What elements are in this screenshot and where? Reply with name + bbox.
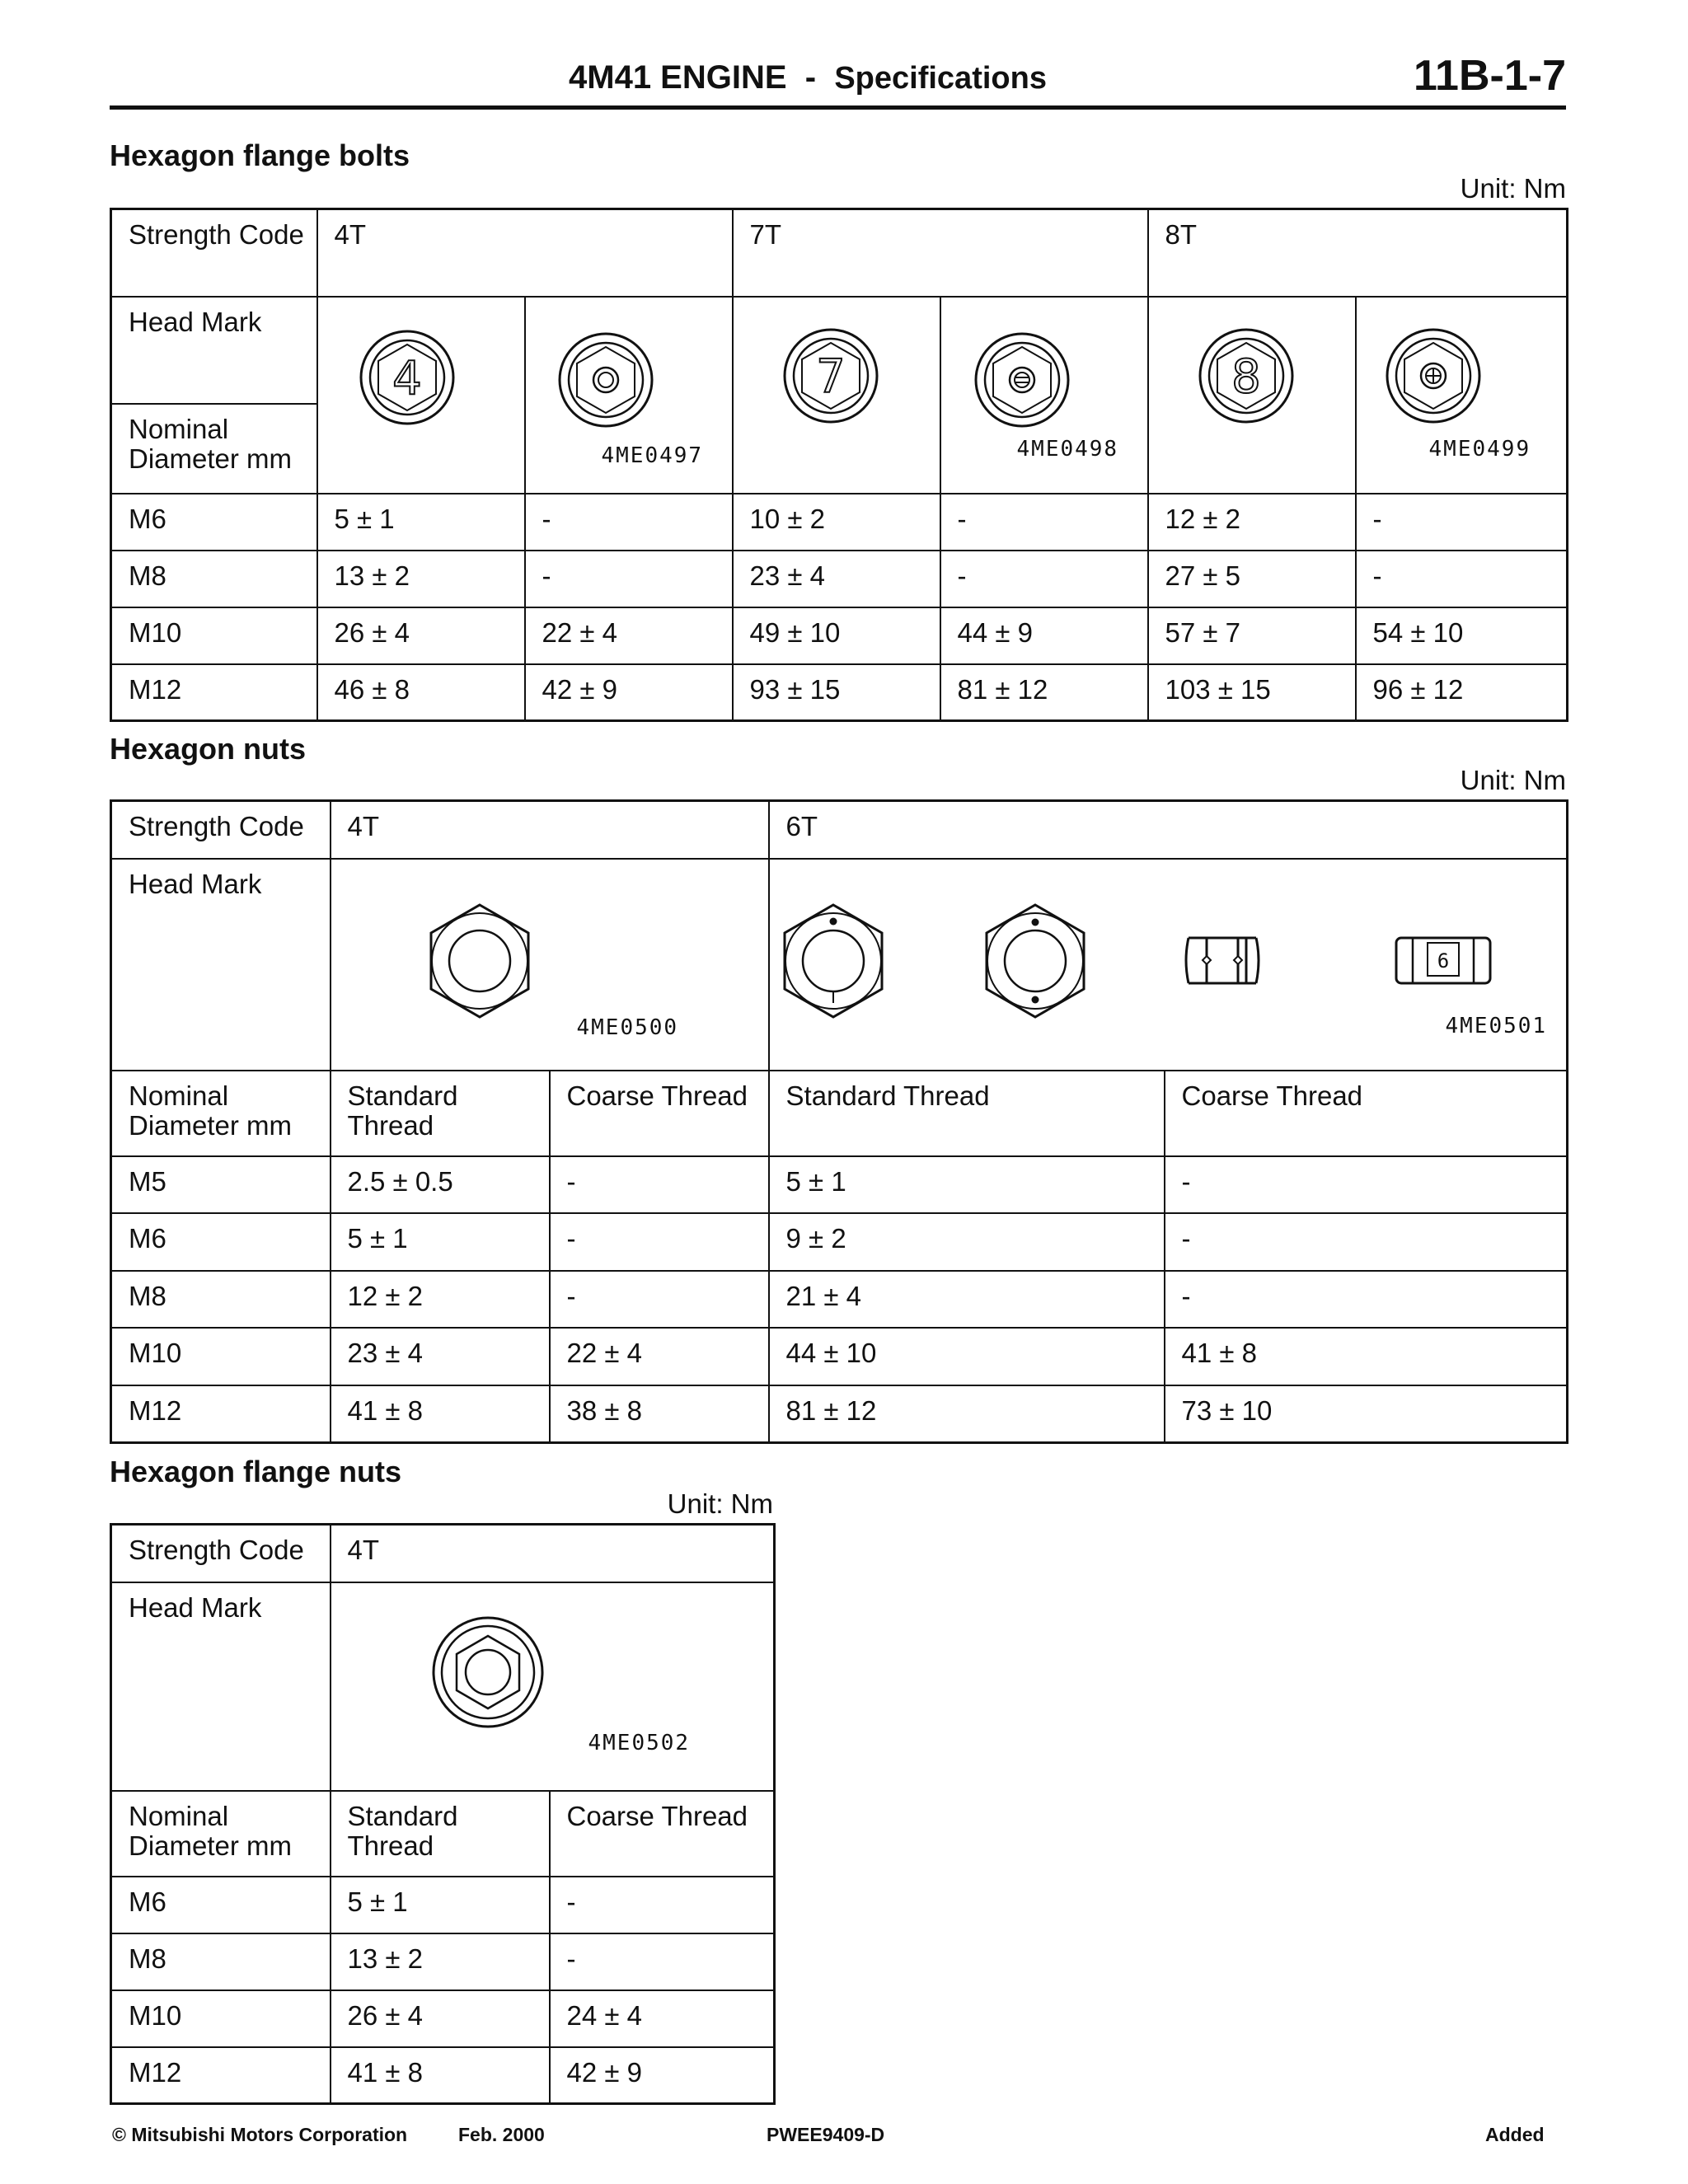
torque-value: -	[550, 1156, 769, 1214]
bolt-8-mark-icon	[1149, 298, 1355, 487]
flange-nuts-title: Hexagon flange nuts	[110, 1455, 402, 1488]
nominal-diameter-label: Nominal Diameter mm	[111, 404, 317, 493]
nut-mark-numeral: 6	[1437, 949, 1449, 972]
torque-value: 9 ± 2	[769, 1213, 1165, 1271]
torque-value: -	[1356, 494, 1568, 551]
torque-value: -	[940, 551, 1148, 607]
torque-value: 41 ± 8	[331, 1385, 550, 1443]
torque-value: -	[525, 494, 733, 551]
nominal-diameter-label: Nominal Diameter mm	[111, 1071, 331, 1156]
head-mark-label: Head Mark	[111, 1582, 331, 1791]
table-row	[111, 1990, 775, 2047]
code-4t: 4T	[331, 1525, 775, 1582]
row-size: M6	[111, 1877, 331, 1933]
table-row	[111, 1328, 1568, 1385]
nominal-diameter-label: Nominal Diameter mm	[111, 1791, 331, 1877]
table-row	[111, 607, 1568, 664]
strength-code-label: Strength Code	[111, 801, 331, 859]
head-mark-4t-alt	[525, 297, 733, 494]
nut-side-dots-icon	[1186, 938, 1259, 983]
head-mark-6t	[769, 859, 1568, 1071]
table-row	[111, 1156, 1568, 1214]
head-mark-4t	[331, 859, 769, 1071]
row-size: M12	[111, 664, 317, 721]
row-size: M8	[111, 1271, 331, 1329]
torque-value: 22 ± 4	[550, 1328, 769, 1385]
header-rule	[110, 105, 1566, 110]
title-dash: -	[804, 59, 817, 96]
row-size: M10	[111, 607, 317, 664]
torque-value: 38 ± 8	[550, 1385, 769, 1443]
col-header: Standard Thread	[331, 1791, 550, 1877]
row-size: M6	[111, 1213, 331, 1271]
torque-value: 5 ± 1	[769, 1156, 1165, 1214]
torque-value: -	[550, 1933, 775, 1990]
torque-value: 49 ± 10	[733, 607, 940, 664]
code-4t: 4T	[331, 801, 769, 859]
torque-value: 26 ± 4	[331, 1990, 550, 2047]
page-number: 11B-1-7	[1414, 52, 1566, 100]
footer-copyright: © Mitsubishi Motors Corporation	[112, 2124, 408, 2145]
bolt-7-mark-icon	[734, 298, 940, 487]
bolt-mark-numeral-7: 7	[815, 349, 846, 404]
table-row	[111, 494, 1568, 551]
table-row	[111, 1877, 775, 1933]
torque-value: 42 ± 9	[525, 664, 733, 721]
table-row	[111, 1385, 1568, 1443]
col-header: Coarse Thread	[1165, 1071, 1568, 1156]
torque-value: 13 ± 2	[331, 1933, 550, 1990]
table-row	[111, 1933, 775, 1990]
col-header: Coarse Thread	[550, 1791, 775, 1877]
bolt-mark-numeral-4: 4	[392, 351, 422, 405]
hex-nuts-table	[110, 799, 1568, 1444]
torque-value: 46 ± 8	[317, 664, 525, 721]
image-code: 4ME0498	[1016, 436, 1119, 462]
torque-value: -	[550, 1271, 769, 1329]
torque-value: 103 ± 15	[1148, 664, 1356, 721]
table-row	[111, 2047, 775, 2104]
flange-nut-icon	[331, 1583, 775, 1784]
torque-value: 23 ± 4	[331, 1328, 550, 1385]
flange-bolts-unit: Unit: Nm	[1460, 173, 1566, 204]
torque-value: 26 ± 4	[317, 607, 525, 664]
torque-value: 23 ± 4	[733, 551, 940, 607]
col-header: Standard Thread	[769, 1071, 1165, 1156]
torque-value: 42 ± 9	[550, 2047, 775, 2104]
strength-code-label: Strength Code	[111, 1525, 331, 1582]
footer-date: Feb. 2000	[458, 2124, 545, 2145]
page-title	[569, 59, 1047, 96]
flange-nuts-table	[110, 1523, 776, 2105]
torque-value: 2.5 ± 0.5	[331, 1156, 550, 1214]
torque-value: -	[940, 494, 1148, 551]
col-header: Coarse Thread	[550, 1071, 769, 1156]
footer-doc-code: PWEE9409-D	[767, 2124, 885, 2145]
bolt-mark-numeral-8: 8	[1231, 349, 1261, 404]
torque-value: -	[525, 551, 733, 607]
torque-value: -	[1165, 1271, 1568, 1329]
torque-value: 93 ± 15	[733, 664, 940, 721]
row-size: M8	[111, 1933, 331, 1990]
strength-code-label: Strength Code	[111, 209, 317, 297]
torque-value: 5 ± 1	[317, 494, 525, 551]
torque-value: 44 ± 9	[940, 607, 1148, 664]
torque-value: -	[1165, 1156, 1568, 1214]
table-row	[111, 664, 1568, 721]
nut-side-6-icon	[1396, 938, 1490, 983]
row-size: M10	[111, 1328, 331, 1385]
row-size: M12	[111, 2047, 331, 2104]
table-row	[111, 1213, 1568, 1271]
head-mark-label: Head Mark	[111, 859, 331, 1071]
hex-nuts-title: Hexagon nuts	[110, 732, 307, 766]
torque-value: 21 ± 4	[769, 1271, 1165, 1329]
torque-value: -	[1356, 551, 1568, 607]
bolt-4-mark-icon	[318, 298, 524, 487]
torque-value: 81 ± 12	[940, 664, 1148, 721]
torque-value: 44 ± 10	[769, 1328, 1165, 1385]
torque-value: -	[550, 1213, 769, 1271]
image-code: 4ME0500	[576, 1015, 679, 1040]
nut-two-dots-icon	[987, 905, 1084, 1017]
code-6t: 6T	[769, 801, 1568, 859]
torque-value: 5 ± 1	[331, 1213, 550, 1271]
row-size: M10	[111, 1990, 331, 2047]
head-mark-4t	[331, 1582, 775, 1791]
torque-value: 12 ± 2	[331, 1271, 550, 1329]
flange-bolts-title: Hexagon flange bolts	[110, 138, 410, 172]
code-4t: 4T	[317, 209, 733, 297]
hex-nut-plain-icon	[331, 860, 768, 1064]
code-8t: 8T	[1148, 209, 1568, 297]
head-mark-7t	[733, 297, 940, 494]
title-sub: Specifications	[834, 61, 1047, 96]
flange-nuts-unit: Unit: Nm	[667, 1488, 773, 1519]
torque-value: 24 ± 4	[550, 1990, 775, 2047]
row-size: M12	[111, 1385, 331, 1443]
image-code: 4ME0502	[588, 1730, 691, 1755]
torque-value: 10 ± 2	[733, 494, 940, 551]
head-mark-4t	[317, 297, 525, 494]
head-mark-label: Head Mark	[111, 297, 317, 405]
row-size: M5	[111, 1156, 331, 1214]
torque-value: 96 ± 12	[1356, 664, 1568, 721]
torque-value: -	[1165, 1213, 1568, 1271]
head-mark-8t-alt	[1356, 297, 1568, 494]
torque-value: 57 ± 7	[1148, 607, 1356, 664]
torque-value: 5 ± 1	[331, 1877, 550, 1933]
torque-value: 22 ± 4	[525, 607, 733, 664]
torque-value: 54 ± 10	[1356, 607, 1568, 664]
title-main: 4M41 ENGINE	[569, 59, 787, 96]
footer-status: Added	[1485, 2124, 1545, 2145]
torque-value: 81 ± 12	[769, 1385, 1165, 1443]
torque-value: 12 ± 2	[1148, 494, 1356, 551]
row-size: M6	[111, 494, 317, 551]
image-code: 4ME0499	[1428, 436, 1531, 462]
flange-bolts-table	[110, 208, 1568, 722]
col-header: Standard Thread	[331, 1071, 550, 1156]
torque-value: 27 ± 5	[1148, 551, 1356, 607]
torque-value: 41 ± 8	[1165, 1328, 1568, 1385]
table-row	[111, 1271, 1568, 1329]
torque-value: 13 ± 2	[317, 551, 525, 607]
torque-value: 73 ± 10	[1165, 1385, 1568, 1443]
table-row	[111, 551, 1568, 607]
code-7t: 7T	[733, 209, 1148, 297]
image-code: 4ME0501	[1445, 1013, 1548, 1038]
row-size: M8	[111, 551, 317, 607]
image-code: 4ME0497	[601, 443, 704, 468]
head-mark-7t-alt	[940, 297, 1148, 494]
hex-nuts-unit: Unit: Nm	[1460, 765, 1566, 795]
torque-value: 41 ± 8	[331, 2047, 550, 2104]
head-mark-8t	[1148, 297, 1356, 494]
nut-dot-line-icon	[785, 905, 882, 1017]
torque-value: -	[550, 1877, 775, 1933]
